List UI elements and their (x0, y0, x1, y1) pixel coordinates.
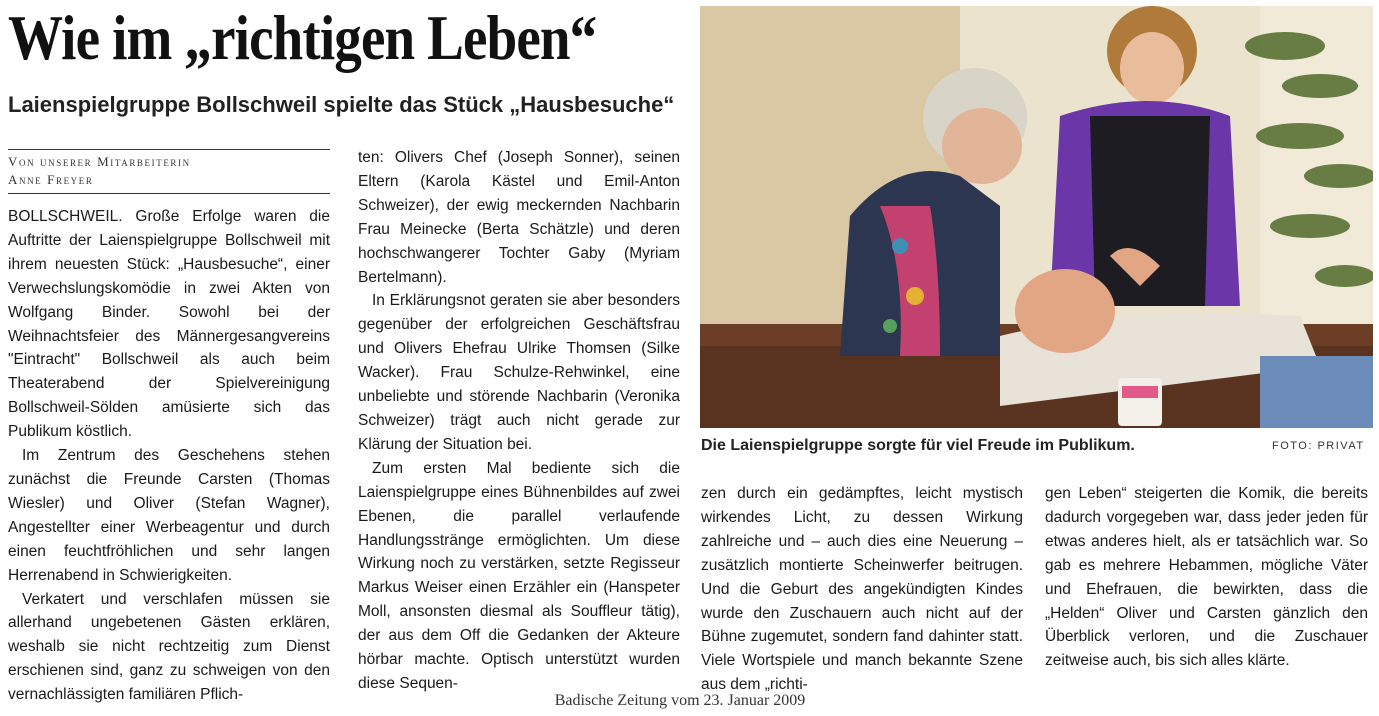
subheadline: Laienspielgruppe Bollschweil spielte das Stück „Hausbesuche“ (8, 92, 675, 117)
article-photo (700, 6, 1373, 428)
theater-scene-illustration (700, 6, 1373, 428)
byline-line-2: Anne Freyer (8, 172, 94, 187)
article-column-4 (1045, 482, 1368, 673)
paragraph: Im Zentrum des Geschehens stehen zunächst die Freunde Carsten (Thomas Wiesler) und Oliver (Stefan Wagner), Angestellter einer Werbeagentur und durch einen feuchtfröhlichen und sehr langen Herrenabend in Schwierigkeiten. (8, 447, 330, 584)
paragraph: gen Leben“ steigerten die Komik, die bereits dadurch vorgegeben war, dass jeder jeden für etwas anderes hielt, als er tatsächlich war. So gab es mehrere Hebammen, mögliche Väter und Ehefrauen, die bewirkten, dass die „Helden“ Oliver und Carsten gänzlich den Überblick verloren, und die Zuschauer zeitweise auch, bis sich alles klärte. (1045, 485, 1368, 670)
photo-credit: FOTO: PRIVAT (1272, 440, 1365, 452)
paragraph: In Erklärungsnot geraten sie aber besonders gegenüber der erfolgreichen Geschäftsfrau und Olivers Ehefrau Ulrike Thomsen (Silke Wacker). Frau Schulze-Rehwinkel, eine unbeliebte und störende Nachbarin (Veronika Schweizer) trägt auch nicht gerade zur Klärung der Situation bei. (358, 292, 680, 453)
source-footer: Badische Zeitung vom 23. Januar 2009 (554, 692, 806, 709)
article-column-1 (8, 205, 330, 707)
paragraph: Zum ersten Mal bediente sich die Laienspielgruppe eines Bühnenbildes auf zwei Ebenen, die parallel verlaufende Handlungsstränge ermöglichten. Um diese Wirkung noch zu verstärken, setzte Regisseur Markus Weiser einen Erzähler ein (Hanspeter Moll, ansonsten diesmal als Souffleur tätig), der aus dem Off die Gedanken der Akteure hörbar machte. Optisch unterstützt wurden diese Sequen- (358, 459, 680, 692)
headline: Wie im „richtigen Leben“ (8, 2, 597, 73)
paragraph: zen durch ein gedämpftes, leicht mystisch wirkendes Licht, zu dessen Wirkung zahlreiche und – auch dies eine Neuerung – zusätzlich montierte Scheinwerfer beitrugen. Und die Geburt des angekündigten Kindes wurde den Zuschauern auch nicht auf der Bühne zugemutet, sondern fand dahinter statt. Viele Wortspiele und manch bekannte Szene aus dem „richti- (701, 485, 1023, 694)
paragraph: BOLLSCHWEIL. Große Erfolge waren die Auftritte der Laienspielgruppe Bollschweil mit ihrem neuesten Stück: „Hausbesuche“, einer Verwechslungskomödie in zwei Akten von Wolfgang Binder. Sowohl bei der Weihnachtsfeier des Männergesangvereins "Eintracht" Bollschweil als auch beim Theaterabend der Spielvereinigung Bollschweil-Sölden amüsierte sich das Publikum köstlich. (8, 208, 330, 441)
paragraph: ten: Olivers Chef (Joseph Sonner), seinen Eltern (Karola Kästel und Emil-Anton Schweizer), der ewig meckernden Nachbarin Frau Meinecke (Berta Schätzle) und deren hochschwangerer Tochter Gaby (Myriam Bertelmann). (358, 149, 680, 286)
byline (8, 149, 330, 194)
article-column-3 (701, 482, 1023, 697)
photo-caption: Die Laienspielgruppe sorgte für viel Freude im Publikum. (701, 437, 1135, 454)
byline-line-1: Von unserer Mitarbeiterin (8, 154, 191, 169)
paragraph: Verkatert und verschlafen müssen sie allerhand ungebetenen Gästen erklären, weshalb sie nicht rechtzeitig zum Dienst erschienen sind, ganz zu schweigen von den vernachlässigten familiären Pflich- (8, 590, 330, 704)
article-column-2 (358, 146, 680, 696)
